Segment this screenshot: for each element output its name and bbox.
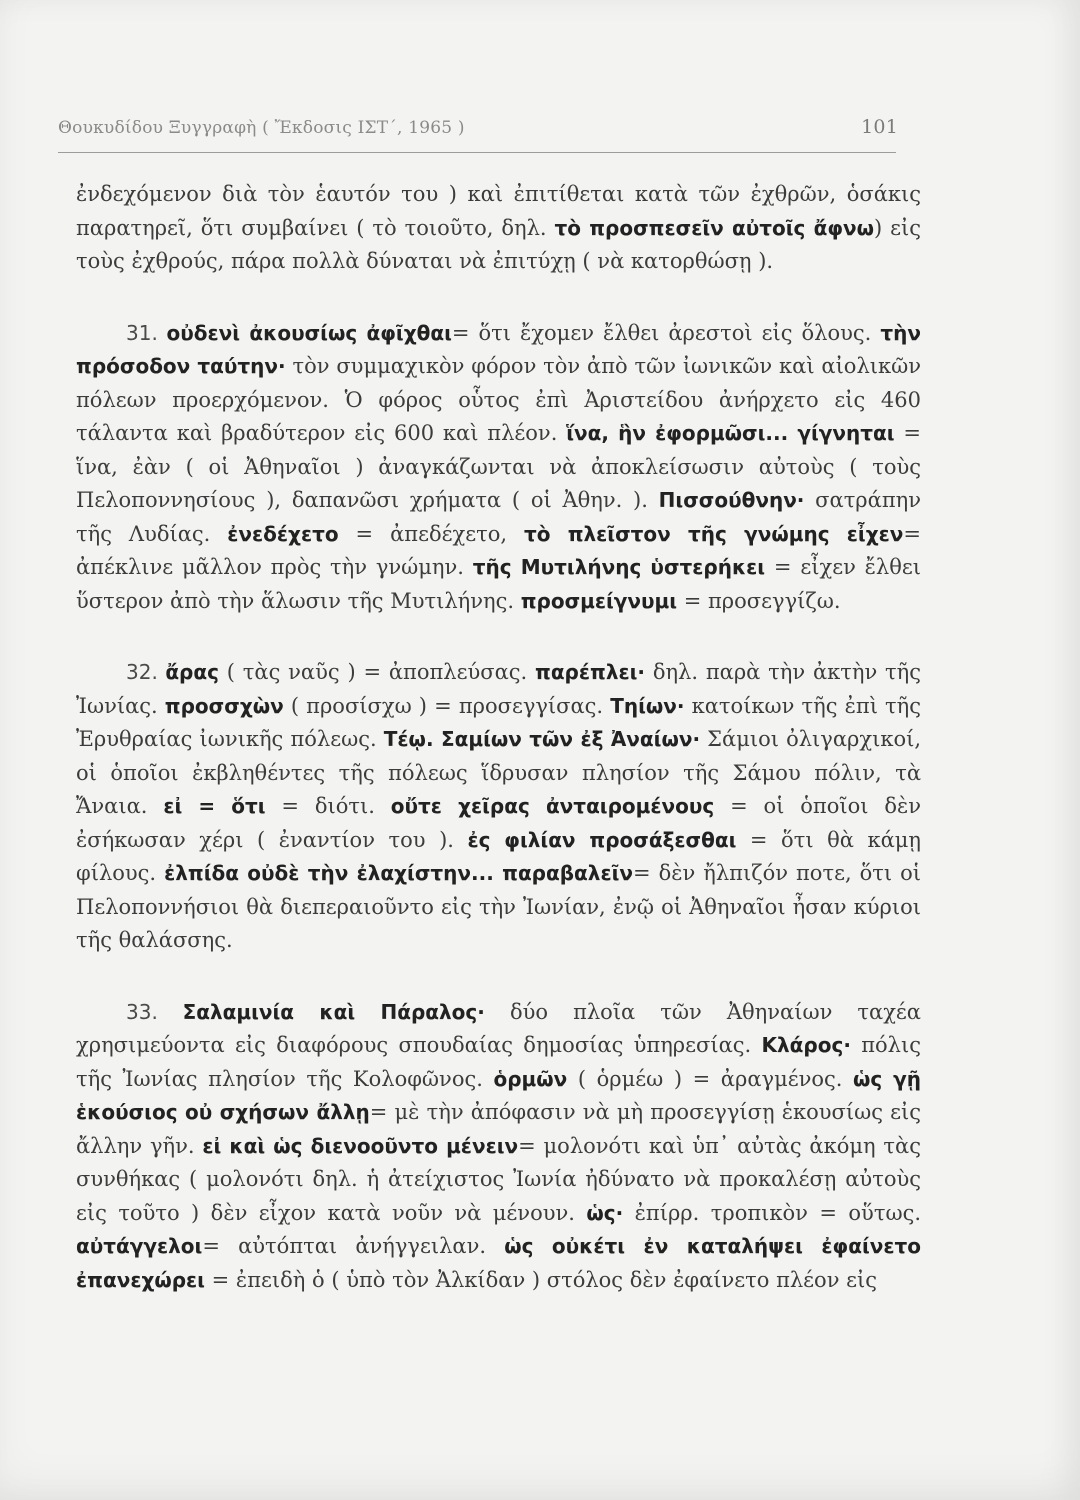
gloss-text: = αὐτόπται ἀνήγγειλαν. — [202, 1234, 505, 1258]
gloss-text: = ἀπέκλινε μᾶλλον πρὸς τὴν γνώμην. — [76, 521, 921, 579]
lemma: Σαλαμινία καὶ Πάραλος· — [182, 999, 485, 1024]
lemma: τὴν πρόσοδον ταύτην· — [76, 320, 921, 378]
lemma: παρέπλει· — [535, 660, 646, 684]
lemma: αὐτάγγελοι — [76, 1234, 203, 1258]
lemma: ὡς· — [586, 1200, 624, 1225]
lemma: ἐλπίδα οὐδὲ τὴν ἐλαχίστην... παραβαλεῖν — [164, 861, 633, 885]
note-section-33 — [76, 996, 921, 1298]
gloss-text: = ἵνα, ἐὰν ( οἱ Ἀθηναῖοι ) ἀναγκάζωνται νὰ ἀποκλείσωσιν αὐτοὺς ( τοὺς Πελοποννησίους ), δαπανῶσι χρήματα ( οἱ Ἀθην. ). — [76, 421, 921, 512]
note-section-31 — [76, 317, 921, 619]
lemma: ὡς γῇ ἑκούσιος οὐ σχήσων ἄλλῃ — [76, 1066, 922, 1124]
header-rule — [58, 152, 896, 153]
gloss-text: = ἀπεδέχετο, — [338, 521, 524, 546]
lemma: Κλάρος· — [761, 1033, 851, 1057]
lemma: Τέῳ. Σαμίων τῶν ἐξ Ἀναίων· — [383, 727, 701, 751]
gloss-text: ἐπίρρ. τροπικὸν = οὕτως. — [623, 1200, 922, 1225]
gloss-text: = εἶχεν ἔλθει ὕστερον ἀπὸ τὴν ἅλωσιν τῆς Μυτιλήνης. — [76, 555, 921, 613]
lemma: ὡς οὐκέτι ἐν καταλήψει ἐφαίνετο ἐπανεχώρει — [76, 1234, 921, 1292]
gloss-text: Σάμιοι ὀλιγαρχικοί, οἱ ὁποῖοι ἐκβληθέντες τῆς πόλεως ἵδρυσαν πλησίον τῆς Σάμου πόλιν, τὰ Ἄναια. — [76, 727, 922, 818]
gloss-text: ( προσίσχω ) = προσεγγίσας. — [283, 693, 611, 718]
gloss-text: = ὅτι ἔχομεν ἔλθει ἀρεστοὶ εἰς ὅλους. — [451, 320, 881, 345]
section-number: 33. — [126, 999, 183, 1024]
gloss-text: δύο πλοῖα τῶν Ἀθηναίων ταχέα χρησιμεύοντα εἰς διαφόρους σπουδαίας δημοσίας ὑπηρεσίας. — [76, 999, 921, 1057]
gloss-text: = μὲ τὴν ἀπόφασιν νὰ μὴ προσεγγίσῃ ἑκουσίως εἰς ἄλλην γῆν. — [76, 1100, 922, 1158]
gloss-text: ) εἰς τοὺς ἐχθρούς, πάρα πολλὰ δύναται νὰ ἐπιτύχῃ ( νὰ κατορθώσῃ ). — [76, 215, 921, 273]
lemma: προσμείγνυμι — [520, 588, 678, 613]
gloss-text: κατοίκων τῆς ἐπὶ τῆς Ἐρυθραίας ἰωνικῆς πόλεως. — [76, 693, 922, 751]
section-number: 31. — [126, 320, 167, 345]
gloss-text: = προσεγγίζω. — [677, 588, 841, 613]
gloss-text: τὸν συμμαχικὸν φόρον τὸν ἀπὸ τῶν ἰωνικῶν καὶ αἰολικῶν πόλεων προερχόμενον. Ὁ φόρος οὗτος ἐπὶ Ἀριστείδου ἀνήρχετο εἰς 460 τάλαντα καὶ βραδύτερον εἰς 600 καὶ πλέον. — [76, 354, 922, 445]
running-head-title: Θουκυδίδου Ξυγγραφὴ ( Ἔκδοσις ΙΣΤ΄, 1965 ) — [58, 118, 465, 138]
lemma: προσσχὼν — [164, 693, 284, 718]
gloss-text: δηλ. παρὰ τὴν ἀκτὴν τῆς Ἰωνίας. — [76, 660, 921, 718]
lemma: τῆς Μυτιλήνης ὑστερήκει — [472, 555, 766, 579]
lemma: ἵνα, ἣν ἐφορμῶσι... γίγνηται — [566, 421, 895, 445]
lemma: ἄρας — [165, 660, 219, 684]
note-section-32 — [76, 656, 921, 958]
commentary-text — [76, 178, 921, 1297]
lemma: τὸ προσπεσεῖν αὐτοῖς ἄφνω — [554, 215, 874, 240]
lemma: εἰ = ὅτι — [163, 794, 266, 818]
lemma: ἐς φιλίαν προσάξεσθαι — [467, 827, 737, 852]
gloss-text: = ἐπειδὴ ὁ ( ὑπὸ τὸν Ἀλκίδαν ) στόλος δὲν ἐφαίνετο πλέον εἰς — [204, 1267, 878, 1292]
running-head — [58, 118, 898, 154]
gloss-text: = οἱ ὁποῖοι δὲν ἐσήκωσαν χέρι ( ἐναντίον του ). — [76, 794, 921, 852]
lemma: Πισσούθνην· — [658, 488, 805, 512]
gloss-text: ( τὰς ναῦς ) = ἀποπλεύσας. — [218, 660, 535, 684]
lemma: ὁρμῶν — [493, 1066, 568, 1091]
gloss-text: ( ὁρμέω ) = ἀραγμένος. — [567, 1066, 854, 1091]
lemma: οὐδενὶ ἀκουσίως ἀφῖχθαι — [166, 320, 452, 345]
gloss-text: σατράπην τῆς Λυδίας. — [76, 488, 921, 546]
lemma: Τηίων· — [610, 693, 685, 718]
page-number: 101 — [861, 116, 898, 138]
lemma: τὸ πλεῖστον τῆς γνώμης εἶχεν — [523, 521, 904, 546]
lemma: ἐνεδέχετο — [227, 521, 339, 546]
lemma: οὔτε χεῖρας ἀνταιρομένους — [390, 794, 715, 818]
section-number: 32. — [126, 660, 166, 684]
gloss-text: = ὅτι θὰ κάμῃ φίλους. — [76, 827, 921, 885]
gloss-text: πόλις τῆς Ἰωνίας πλησίον τῆς Κολοφῶνος. — [76, 1033, 921, 1091]
continuation-paragraph — [76, 178, 921, 279]
gloss-text: = μολονότι καὶ ὑπ᾽ αὐτὰς ἀκόμη τὰς συνθήκας ( μολονότι δηλ. ἡ ἀτείχιστος Ἰωνία ἠδύνατο νὰ προκαλέσῃ αὐτοὺς εἰς τοῦτο ) δὲν εἶχον κατὰ νοῦν νὰ μένουν. — [76, 1133, 921, 1225]
gloss-text: = δὲν ἤλπιζόν ποτε, ὅτι οἱ Πελοποννήσιοι θὰ διεπεραιοῦντο εἰς τὴν Ἰωνίαν, ἐνῷ οἱ Ἀθηναῖοι ἦσαν κύριοι τῆς θαλάσσης. — [76, 861, 921, 952]
lemma: εἰ καὶ ὡς διενοοῦντο μένειν — [202, 1133, 519, 1158]
gloss-text: ἐνδεχόμενον διὰ τὸν ἑαυτόν του ) καὶ ἐπιτίθεται κατὰ τῶν ἐχθρῶν, ὁσάκις παρατηρεῖ, ὅτι συμβαίνει ( τὸ τοιοῦτο, δηλ. — [76, 182, 921, 240]
gloss-text: = διότι. — [265, 794, 391, 818]
